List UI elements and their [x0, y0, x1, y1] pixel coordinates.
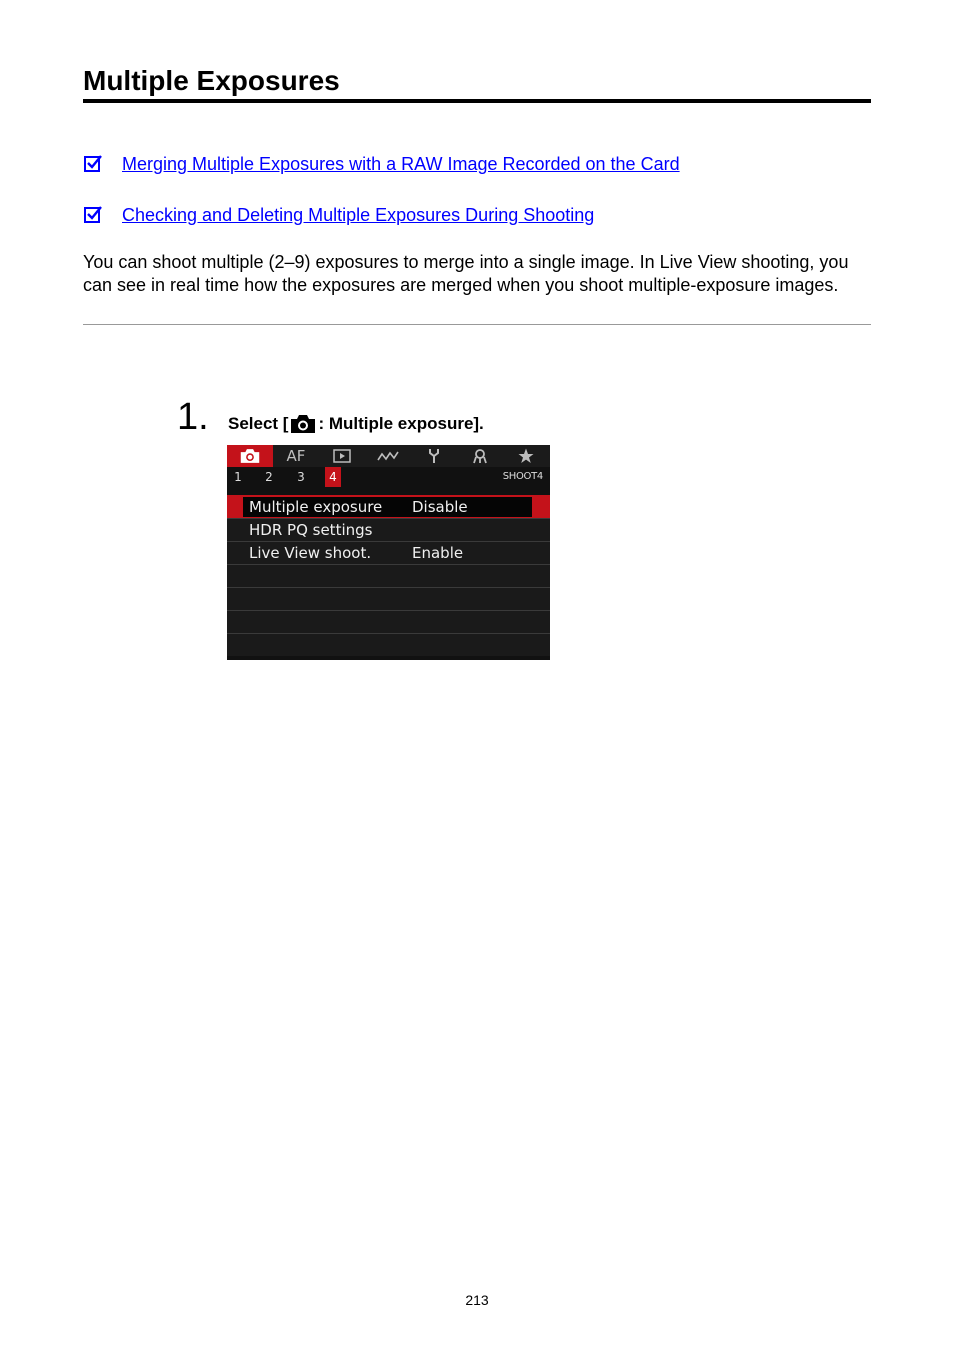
screen-label: SHOOT4 [502, 471, 543, 482]
step-text-after: : Multiple exposure]. [318, 414, 484, 433]
menu-empty-row [227, 587, 550, 610]
tab-playback[interactable] [319, 445, 365, 467]
intro-paragraph: You can shoot multiple (2–9) exposures to merge into a single image. In Live View shooting, you can see in real time how the exposures are merged when you shoot multiple-exposure images. [83, 252, 849, 295]
link-checking-deleting-exposures[interactable]: Checking and Deleting Multiple Exposures During Shooting [122, 205, 595, 225]
menu-item-name: Multiple exposure [249, 498, 383, 516]
star-icon [518, 448, 534, 464]
tab-setup[interactable] [411, 445, 457, 467]
menu-item-value: Enable [412, 544, 464, 562]
menu-empty-row [227, 633, 550, 656]
camera-icon [240, 448, 260, 464]
camera-icon [290, 414, 316, 434]
wireless-icon [377, 449, 399, 463]
tab-my-menu[interactable] [503, 445, 549, 467]
menu-empty-row [227, 610, 550, 633]
checkbox-icon [83, 205, 103, 225]
tab-shooting[interactable] [227, 445, 273, 467]
page-title: Multiple Exposures [83, 65, 340, 96]
subtab-1[interactable]: 1 [234, 470, 242, 484]
step-text-before: Select [ [228, 414, 289, 433]
menu-item-live-view-shoot[interactable] [227, 541, 550, 564]
menu-item-multiple-exposure[interactable] [227, 495, 550, 518]
checkbox-icon [83, 154, 103, 174]
step-instruction [228, 413, 484, 435]
playback-icon [333, 449, 351, 463]
section-divider [83, 324, 871, 325]
subtab-2[interactable]: 2 [265, 470, 273, 484]
menu-item-name: HDR PQ settings [249, 521, 373, 539]
toc-link-checking[interactable] [83, 203, 594, 227]
tab-af-label: AF [286, 447, 306, 465]
menu-item-value: Disable [412, 498, 468, 516]
subtab-4[interactable]: 4 [325, 467, 341, 487]
tab-af[interactable] [273, 445, 319, 467]
tab-custom[interactable] [457, 445, 503, 467]
menu-tab-bar [227, 445, 550, 467]
tab-wireless[interactable] [365, 445, 411, 467]
page-number: 213 [465, 1292, 489, 1308]
toc-link-merging[interactable] [83, 152, 680, 176]
step-number: 1. [177, 396, 209, 438]
menu-item-name: Live View shoot. [249, 544, 372, 562]
link-merging-multiple-exposures[interactable]: Merging Multiple Exposures with a RAW Image Recorded on the Card [122, 154, 680, 174]
menu-empty-row [227, 564, 550, 587]
title-rule [83, 99, 871, 103]
menu-item-hdr-pq[interactable] [227, 518, 550, 541]
subtab-3[interactable]: 3 [297, 470, 305, 484]
wrench-icon [427, 448, 441, 464]
menu-subtab-row [227, 467, 550, 487]
custom-icon [472, 448, 488, 464]
camera-menu-screenshot [227, 445, 550, 660]
